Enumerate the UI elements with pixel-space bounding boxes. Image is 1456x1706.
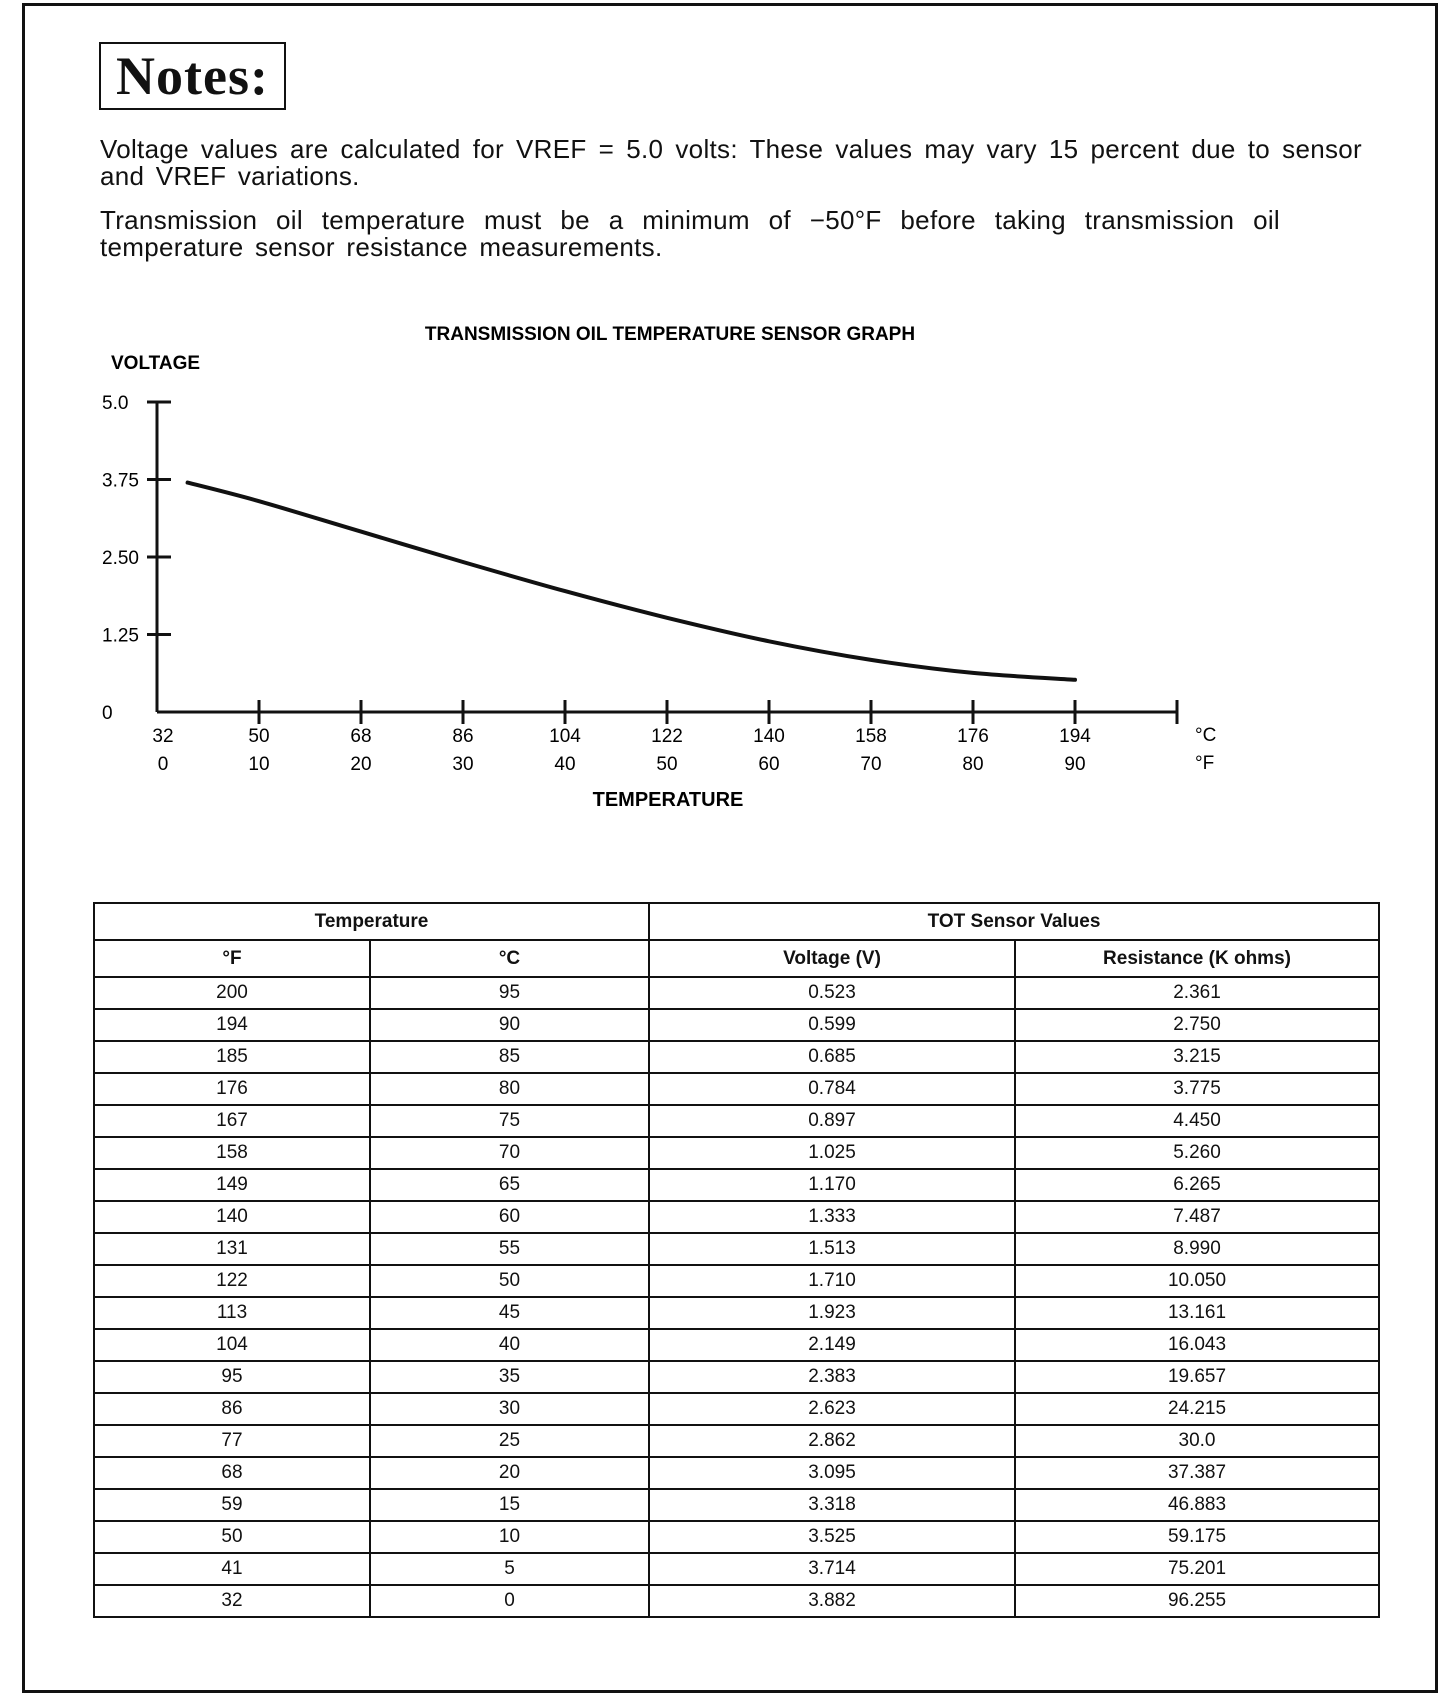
- cell-fahrenheit: 140: [94, 1201, 370, 1233]
- cell-voltage: 1.710: [649, 1265, 1015, 1297]
- cell-fahrenheit: 50: [94, 1521, 370, 1553]
- cell-resistance: 5.260: [1015, 1137, 1379, 1169]
- cell-fahrenheit: 104: [94, 1329, 370, 1361]
- x-tick-label-row2: 20: [350, 754, 372, 775]
- cell-celsius: 85: [370, 1041, 649, 1073]
- table-row: [94, 1457, 1379, 1489]
- cell-celsius: 60: [370, 1201, 649, 1233]
- cell-voltage: 1.513: [649, 1233, 1015, 1265]
- cell-celsius: 15: [370, 1489, 649, 1521]
- cell-resistance: 2.361: [1015, 977, 1379, 1009]
- cell-resistance: 6.265: [1015, 1169, 1379, 1201]
- column-header-fahrenheit: °F: [94, 940, 370, 977]
- x-tick-label-row2: 70: [860, 754, 882, 775]
- table-body: [94, 977, 1379, 1617]
- cell-celsius: 0: [370, 1585, 649, 1617]
- cell-voltage: 3.714: [649, 1553, 1015, 1585]
- cell-voltage: 3.095: [649, 1457, 1015, 1489]
- x-axis-label: TEMPERATURE: [592, 789, 744, 811]
- cell-celsius: 10: [370, 1521, 649, 1553]
- table-row: [94, 1233, 1379, 1265]
- cell-fahrenheit: 41: [94, 1553, 370, 1585]
- cell-fahrenheit: 149: [94, 1169, 370, 1201]
- cell-resistance: 30.0: [1015, 1425, 1379, 1457]
- y-tick-label: 0: [102, 703, 113, 724]
- x-tick-label-row2: 10: [248, 754, 270, 775]
- x-tick-label-row1: 68: [350, 726, 372, 747]
- cell-fahrenheit: 176: [94, 1073, 370, 1105]
- cell-celsius: 75: [370, 1105, 649, 1137]
- cell-fahrenheit: 122: [94, 1265, 370, 1297]
- cell-voltage: 0.784: [649, 1073, 1015, 1105]
- cell-voltage: 2.862: [649, 1425, 1015, 1457]
- table-group-header-row: [94, 903, 1379, 940]
- cell-celsius: 65: [370, 1169, 649, 1201]
- x-tick-label-row1: 104: [549, 726, 581, 747]
- cell-resistance: 8.990: [1015, 1233, 1379, 1265]
- cell-fahrenheit: 167: [94, 1105, 370, 1137]
- x-tick-label-row1: 50: [248, 726, 270, 747]
- y-tick-label: 3.75: [102, 470, 139, 492]
- cell-voltage: 3.525: [649, 1521, 1015, 1553]
- cell-celsius: 80: [370, 1073, 649, 1105]
- cell-voltage: 2.623: [649, 1393, 1015, 1425]
- notes-heading: Notes:: [116, 46, 269, 106]
- cell-resistance: 19.657: [1015, 1361, 1379, 1393]
- cell-resistance: 16.043: [1015, 1329, 1379, 1361]
- table-row: [94, 1361, 1379, 1393]
- cell-resistance: 46.883: [1015, 1489, 1379, 1521]
- x-tick-label-row2: 50: [656, 754, 678, 775]
- cell-resistance: 4.450: [1015, 1105, 1379, 1137]
- x-tick-label-row2: 40: [554, 754, 576, 775]
- x-tick-label-row2: 90: [1064, 754, 1086, 775]
- cell-voltage: 2.383: [649, 1361, 1015, 1393]
- x-tick-label-row2: 30: [452, 754, 474, 775]
- cell-fahrenheit: 32: [94, 1585, 370, 1617]
- table-row: [94, 1201, 1379, 1233]
- x-tick-label-row1: 122: [651, 726, 683, 747]
- x-tick-label-row2: 60: [758, 754, 780, 775]
- cell-celsius: 30: [370, 1393, 649, 1425]
- table-row: [94, 1329, 1379, 1361]
- sensor-graph: [0, 300, 1456, 820]
- note-paragraph-vref: Voltage values are calculated for VREF = 5.0 volts: These values may vary 15 percent due to sensor and VREF variations.: [100, 134, 1362, 191]
- table-row: [94, 1105, 1379, 1137]
- cell-celsius: 95: [370, 977, 649, 1009]
- cell-celsius: 70: [370, 1137, 649, 1169]
- note-paragraph-min-temp: Transmission oil temperature must be a minimum of −50°F before taking transmission oil temperature sensor resistance measurements.: [100, 205, 1280, 262]
- cell-fahrenheit: 158: [94, 1137, 370, 1169]
- table-row: [94, 1489, 1379, 1521]
- x-tick-label-row2: 80: [962, 754, 984, 775]
- table-column-header-row: [94, 940, 1379, 977]
- table-row: [94, 1521, 1379, 1553]
- column-header-resistance: Resistance (K ohms): [1015, 940, 1379, 977]
- cell-fahrenheit: 95: [94, 1361, 370, 1393]
- table-row: [94, 1073, 1379, 1105]
- cell-resistance: 37.387: [1015, 1457, 1379, 1489]
- cell-resistance: 7.487: [1015, 1201, 1379, 1233]
- cell-voltage: 1.923: [649, 1297, 1015, 1329]
- x-tick-label-row1: 158: [855, 726, 887, 747]
- temperature-group-header: Temperature: [94, 903, 649, 940]
- cell-celsius: 50: [370, 1265, 649, 1297]
- graph-title: TRANSMISSION OIL TEMPERATURE SENSOR GRAPH: [424, 324, 916, 345]
- column-header-celsius: °C: [370, 940, 649, 977]
- x-tick-label-row1: 176: [957, 726, 989, 747]
- table-row: [94, 1585, 1379, 1617]
- cell-fahrenheit: 194: [94, 1009, 370, 1041]
- cell-fahrenheit: 185: [94, 1041, 370, 1073]
- x-tick-label-row1: 86: [452, 726, 474, 747]
- y-tick-label: 5.0: [102, 393, 129, 414]
- x-tick-label-row2: 0: [157, 754, 169, 775]
- cell-fahrenheit: 59: [94, 1489, 370, 1521]
- cell-celsius: 5: [370, 1553, 649, 1585]
- cell-voltage: 0.599: [649, 1009, 1015, 1041]
- cell-resistance: 3.215: [1015, 1041, 1379, 1073]
- cell-celsius: 55: [370, 1233, 649, 1265]
- cell-fahrenheit: 131: [94, 1233, 370, 1265]
- table-row: [94, 1137, 1379, 1169]
- table-row: [94, 1265, 1379, 1297]
- tot-values-group-header: TOT Sensor Values: [649, 903, 1379, 940]
- cell-voltage: 0.897: [649, 1105, 1015, 1137]
- table-row: [94, 1393, 1379, 1425]
- x-unit-label-row2: °F: [1195, 753, 1215, 774]
- cell-celsius: 40: [370, 1329, 649, 1361]
- cell-fahrenheit: 113: [94, 1297, 370, 1329]
- cell-voltage: 3.318: [649, 1489, 1015, 1521]
- cell-resistance: 13.161: [1015, 1297, 1379, 1329]
- table-row: [94, 1041, 1379, 1073]
- cell-celsius: 20: [370, 1457, 649, 1489]
- y-tick-label: 2.50: [102, 548, 139, 569]
- cell-celsius: 25: [370, 1425, 649, 1457]
- cell-voltage: 3.882: [649, 1585, 1015, 1617]
- y-tick-label: 1.25: [102, 625, 139, 647]
- table-row: [94, 1009, 1379, 1041]
- x-unit-label-row1: °C: [1195, 725, 1217, 746]
- table-row: [94, 1553, 1379, 1585]
- cell-fahrenheit: 200: [94, 977, 370, 1009]
- cell-celsius: 90: [370, 1009, 649, 1041]
- table-row: [94, 1425, 1379, 1457]
- x-tick-label-row1: 32: [152, 726, 174, 747]
- table-row: [94, 1297, 1379, 1329]
- cell-resistance: 10.050: [1015, 1265, 1379, 1297]
- cell-resistance: 59.175: [1015, 1521, 1379, 1553]
- cell-resistance: 24.215: [1015, 1393, 1379, 1425]
- notes-heading-box: [99, 42, 286, 110]
- tot-sensor-table: [93, 902, 1380, 1618]
- cell-fahrenheit: 68: [94, 1457, 370, 1489]
- cell-voltage: 1.170: [649, 1169, 1015, 1201]
- cell-celsius: 45: [370, 1297, 649, 1329]
- cell-resistance: 75.201: [1015, 1553, 1379, 1585]
- voltage-curve: [188, 483, 1075, 680]
- y-ticks: [102, 393, 171, 724]
- cell-celsius: 35: [370, 1361, 649, 1393]
- cell-voltage: 0.685: [649, 1041, 1015, 1073]
- cell-voltage: 1.025: [649, 1137, 1015, 1169]
- x-tick-label-row1: 194: [1059, 726, 1091, 747]
- table-row: [94, 1169, 1379, 1201]
- cell-voltage: 2.149: [649, 1329, 1015, 1361]
- column-header-voltage: Voltage (V): [649, 940, 1015, 977]
- y-axis-label: VOLTAGE: [111, 353, 201, 374]
- table-row: [94, 977, 1379, 1009]
- x-tick-label-row1: 140: [753, 726, 785, 747]
- cell-fahrenheit: 86: [94, 1393, 370, 1425]
- cell-resistance: 96.255: [1015, 1585, 1379, 1617]
- cell-voltage: 1.333: [649, 1201, 1015, 1233]
- cell-resistance: 3.775: [1015, 1073, 1379, 1105]
- cell-resistance: 2.750: [1015, 1009, 1379, 1041]
- cell-voltage: 0.523: [649, 977, 1015, 1009]
- cell-fahrenheit: 77: [94, 1425, 370, 1457]
